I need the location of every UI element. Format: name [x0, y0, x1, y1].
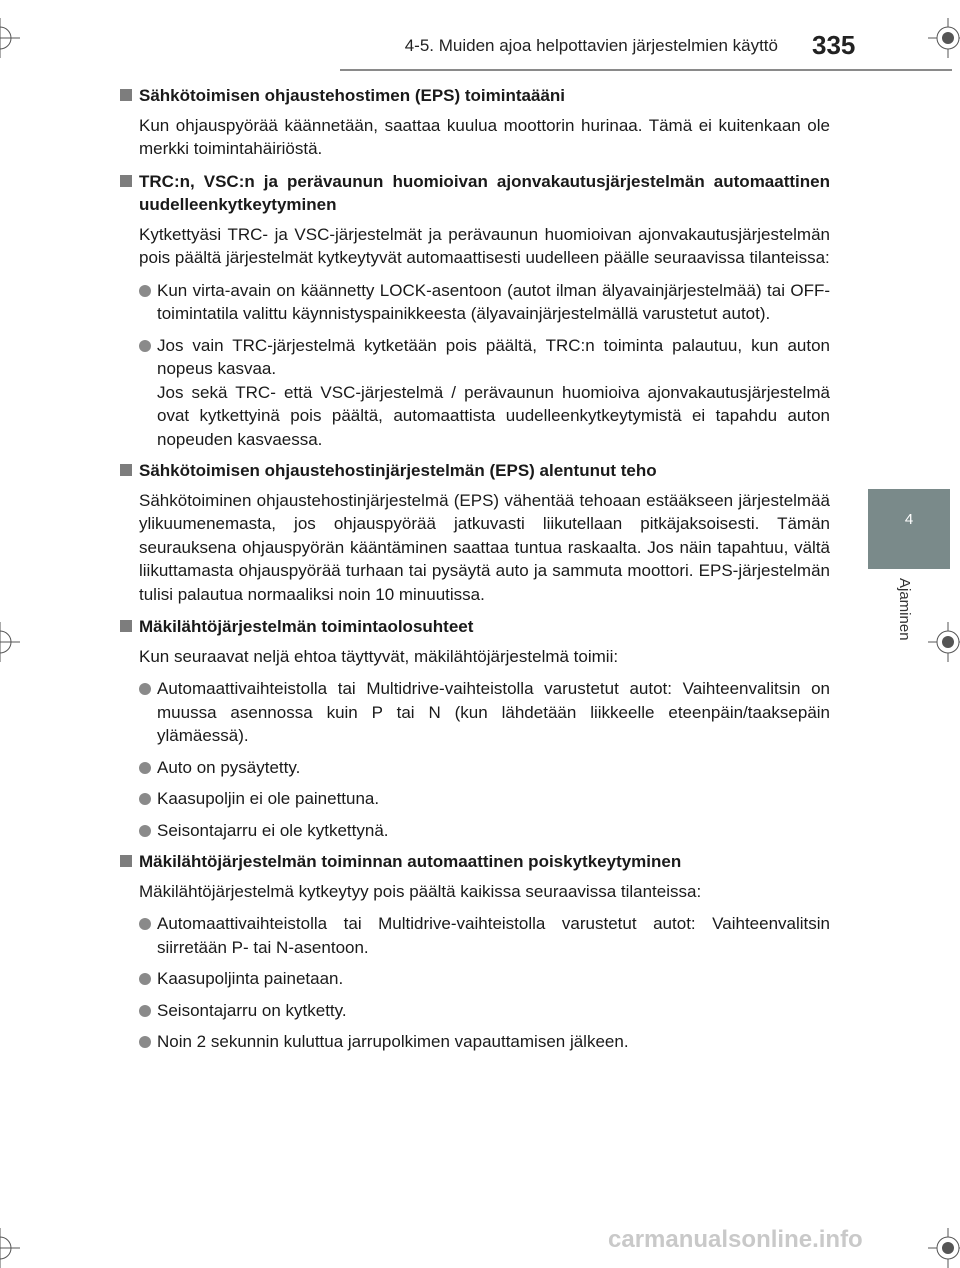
square-bullet-icon [120, 620, 132, 632]
section-heading-text: Sähkötoimisen ohjaustehostinjärjestelmän (EPS) alentunut teho [139, 461, 657, 480]
chapter-name: Ajaminen [896, 578, 913, 641]
registration-mark [928, 18, 960, 58]
list-item-text: Jos vain TRC-järjestelmä kytketään pois päältä, TRC:n toiminta palautuu, kun auton nopeus kasvaa. [157, 335, 830, 378]
list-item [120, 1030, 830, 1054]
registration-mark [0, 18, 20, 58]
watermark: carmanualsonline.info [608, 1226, 863, 1253]
list-item [120, 279, 830, 326]
square-bullet-icon [120, 855, 132, 867]
list-item [120, 334, 830, 452]
registration-mark [0, 1228, 20, 1268]
section-paragraph: Mäkilähtöjärjestelmä kytkeytyy pois päältä kaikissa seuraavissa tilanteissa: [139, 881, 702, 901]
list-item-text: Seisontajarru on kytketty. [157, 1000, 347, 1020]
chapter-number: 4 [904, 511, 914, 528]
page-content [120, 84, 830, 1062]
round-bullet-icon [139, 1005, 151, 1017]
list-item [120, 819, 830, 843]
list-item [120, 787, 830, 811]
square-bullet-icon [120, 175, 132, 187]
list-item-text: Kaasupoljin ei ole painettuna. [157, 789, 380, 808]
section-paragraph: Kun seuraavat neljä ehtoa täyttyvät, mäkilähtöjärjestelmä toimii: [139, 646, 619, 666]
section-paragraph: Kytkettyäsi TRC- ja VSC-järjestelmät ja perävaunun huomioivan ajonvakautusjärjestelmän pois päältä järjestelmät kytkeytyvät automaattisesti uudelleen päälle seuraavissa tilanteissa: [139, 224, 830, 267]
section-heading [120, 850, 830, 874]
list-item [120, 756, 830, 780]
round-bullet-icon [139, 973, 151, 985]
list-item [120, 912, 830, 959]
list-item-text: Kaasupoljinta painetaan. [157, 969, 344, 988]
round-bullet-icon [139, 825, 151, 837]
section-heading-text: Mäkilähtöjärjestelmän toimintaolosuhteet [139, 617, 474, 636]
list-item-text: Automaattivaihteistolla tai Multidrive-vaihteistolla varustetut autot: Vaihteenvalitsin siirretään P- tai N-asentoon. [157, 914, 830, 957]
round-bullet-icon [139, 1036, 151, 1048]
running-header-title: 4-5. Muiden ajoa helpottavien järjestelmien käyttö [404, 36, 778, 55]
round-bullet-icon [139, 793, 151, 805]
section-paragraph: Sähkötoiminen ohjaustehostinjärjestelmä (EPS) vähentää tehoaan estääkseen järjestelmää ylikuumenemasta, jos ohjauspyörää jatkuvasti liikutellaan pitkäjaksoisesti. Tämän seurauksena ohjauspyörän kääntäminen saattaa tuntua raskaalta. Jos näin tapahtuu, vältä liikuttamasta ohjauspyörää turhaan tai pysäytä auto ja sammuta moottori. EPS-järjestelmän tulisi palautua normaaliksi noin 10 minuutissa. [139, 490, 830, 604]
round-bullet-icon [139, 918, 151, 930]
section-heading [120, 170, 830, 217]
round-bullet-icon [139, 683, 151, 695]
registration-mark [0, 622, 20, 662]
square-bullet-icon [120, 89, 132, 101]
list-item-text: Noin 2 sekunnin kuluttua jarrupolkimen vapauttamisen jälkeen. [157, 1032, 629, 1051]
list-item-text: Seisontajarru ei ole kytkettynä. [157, 820, 389, 840]
list-item-continuation: Jos sekä TRC- että VSC-järjestelmä / perävaunun huomioiva ajonvakautusjärjestelmä ovat kytkettyinä pois päältä, automaattista uudelleenkytkeytymistä ei tapahdu auton nopeuden kasvaessa. [157, 382, 830, 449]
section-heading [120, 615, 830, 639]
list-item-text: Auto on pysäytetty. [157, 757, 301, 777]
registration-mark [928, 622, 960, 662]
section-heading-text: Mäkilähtöjärjestelmän toiminnan automaattinen poiskytkeytyminen [139, 852, 682, 871]
list-item [120, 999, 830, 1023]
list-item-text: Automaattivaihteistolla tai Multidrive-vaihteistolla varustetut autot: Vaihteenvalitsin on muussa asennossa kuin P tai N (kun lähdetään liikkeelle eteenpäin/taaksepäin ylämäessä). [157, 679, 830, 745]
header-rule [340, 69, 952, 71]
section-heading-text: TRC:n, VSC:n ja perävaunun huomioivan ajonvakautusjärjestelmän automaattinen uudelleenkytkeytyminen [139, 171, 830, 214]
list-item-text: Kun virta-avain on käännetty LOCK-asentoon (autot ilman älyavainjärjestelmää) tai OFF-toimintatila valittu käynnistyspainikkeesta (älyavainjärjestelmällä varustetut autot). [157, 280, 830, 323]
registration-mark [928, 1228, 960, 1268]
chapter-tab [868, 489, 950, 569]
list-item [120, 967, 830, 991]
square-bullet-icon [120, 464, 132, 476]
section-heading [120, 459, 830, 483]
round-bullet-icon [139, 762, 151, 774]
page-number: 335 [812, 30, 856, 60]
section-heading-text: Sähkötoimisen ohjaustehostimen (EPS) toimintaääni [139, 86, 566, 105]
list-item [120, 677, 830, 748]
section-paragraph: Kun ohjauspyörää käännetään, saattaa kuulua moottorin hurinaa. Tämä ei kuitenkaan ole merkki toimintahäiriöstä. [139, 115, 830, 158]
round-bullet-icon [139, 285, 151, 297]
section-heading [120, 84, 830, 108]
round-bullet-icon [139, 340, 151, 352]
